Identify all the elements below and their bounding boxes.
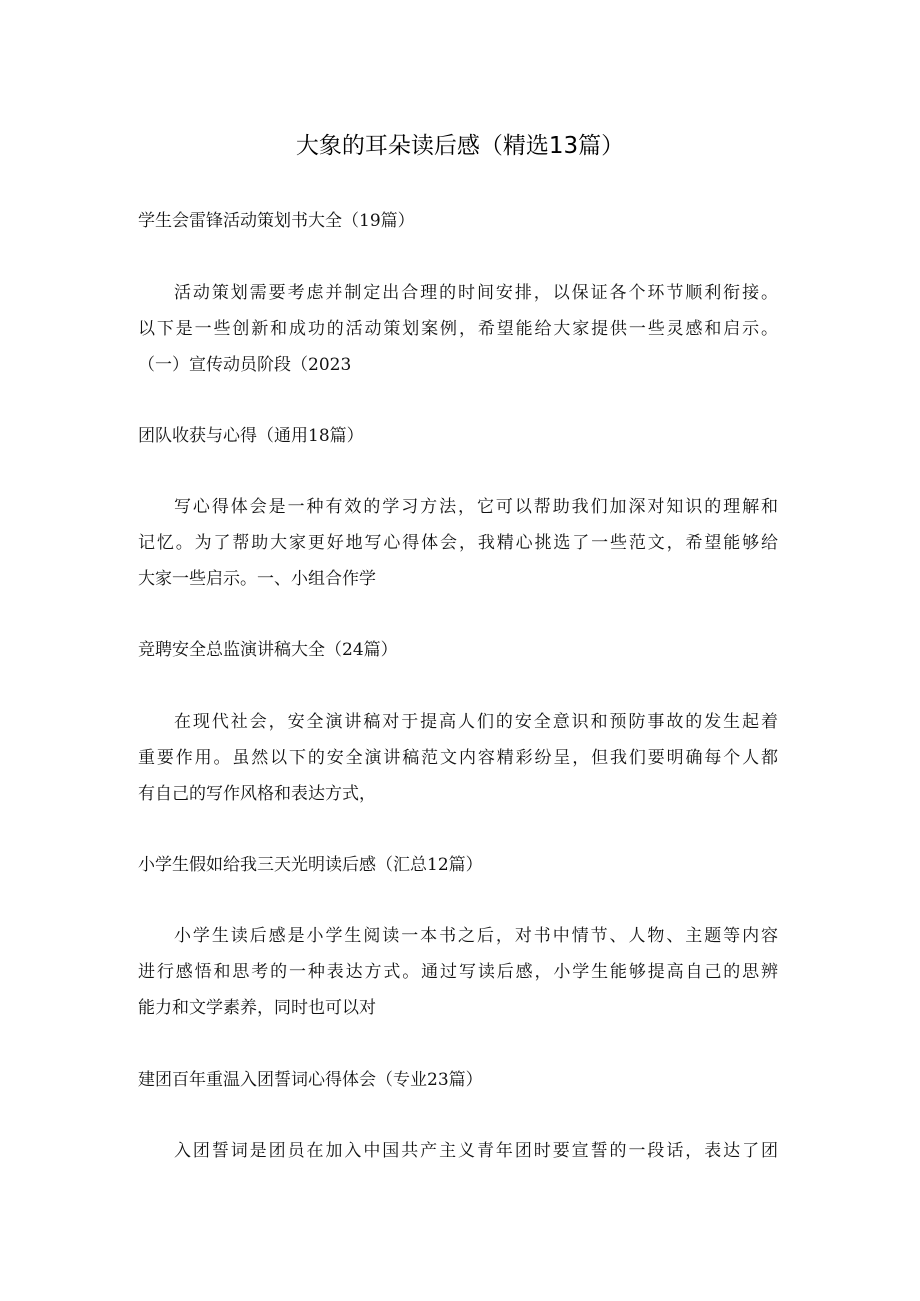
excerpt-line: 记忆。为了帮助大家更好地写心得体会，我精心挑选了一些范文，希望能够给 [138, 533, 778, 553]
excerpt-line: 大家一些启示。一、小组合作学 [138, 569, 376, 589]
article-heading-1: 学生会雷锋活动策划书大全（19篇） [138, 211, 415, 231]
excerpt-line: 在现代社会，安全演讲稿对于提高人们的安全意识和预防事故的发生起着 [174, 712, 778, 732]
article-heading-2: 团队收获与心得（通用18篇） [138, 426, 364, 446]
article-excerpt-1 [138, 275, 778, 383]
excerpt-line: 小学生读后感是小学生阅读一本书之后，对书中情节、人物、主题等内容 [174, 926, 778, 946]
article-heading-3: 竞聘安全总监演讲稿大全（24篇） [138, 640, 398, 660]
excerpt-line: 入团誓词是团员在加入中国共产主义青年团时要宣誓的一段话，表达了团 [174, 1141, 778, 1161]
excerpt-line: 以下是一些创新和成功的活动策划案例，希望能给大家提供一些灵感和启示。 [138, 319, 778, 339]
excerpt-line: 有自己的写作风格和表达方式， [138, 784, 376, 804]
article-excerpt-2 [138, 489, 778, 597]
document-title: 大象的耳朵读后感（精选13篇） [295, 133, 625, 159]
excerpt-line: 重要作用。虽然以下的安全演讲稿范文内容精彩纷呈，但我们要明确每个人都 [138, 748, 778, 768]
excerpt-line: 能力和文学素养，同时也可以对 [138, 998, 376, 1018]
excerpt-line: 活动策划需要考虑并制定出合理的时间安排，以保证各个环节顺利衔接。 [174, 283, 778, 303]
excerpt-line: 进行感悟和思考的一种表达方式。通过写读后感，小学生能够提高自己的思辨 [138, 962, 778, 982]
excerpt-line: （一）宣传动员阶段（2023 [138, 355, 352, 375]
article-excerpt-3 [138, 704, 778, 812]
article-heading-4: 小学生假如给我三天光明读后感（汇总12篇） [138, 855, 483, 875]
article-excerpt-4 [138, 918, 778, 1026]
excerpt-line: 写心得体会是一种有效的学习方法，它可以帮助我们加深对知识的理解和 [174, 497, 778, 517]
article-heading-5: 建团百年重温入团誓词心得体会（专业23篇） [138, 1070, 483, 1090]
article-excerpt-5 [138, 1133, 778, 1169]
